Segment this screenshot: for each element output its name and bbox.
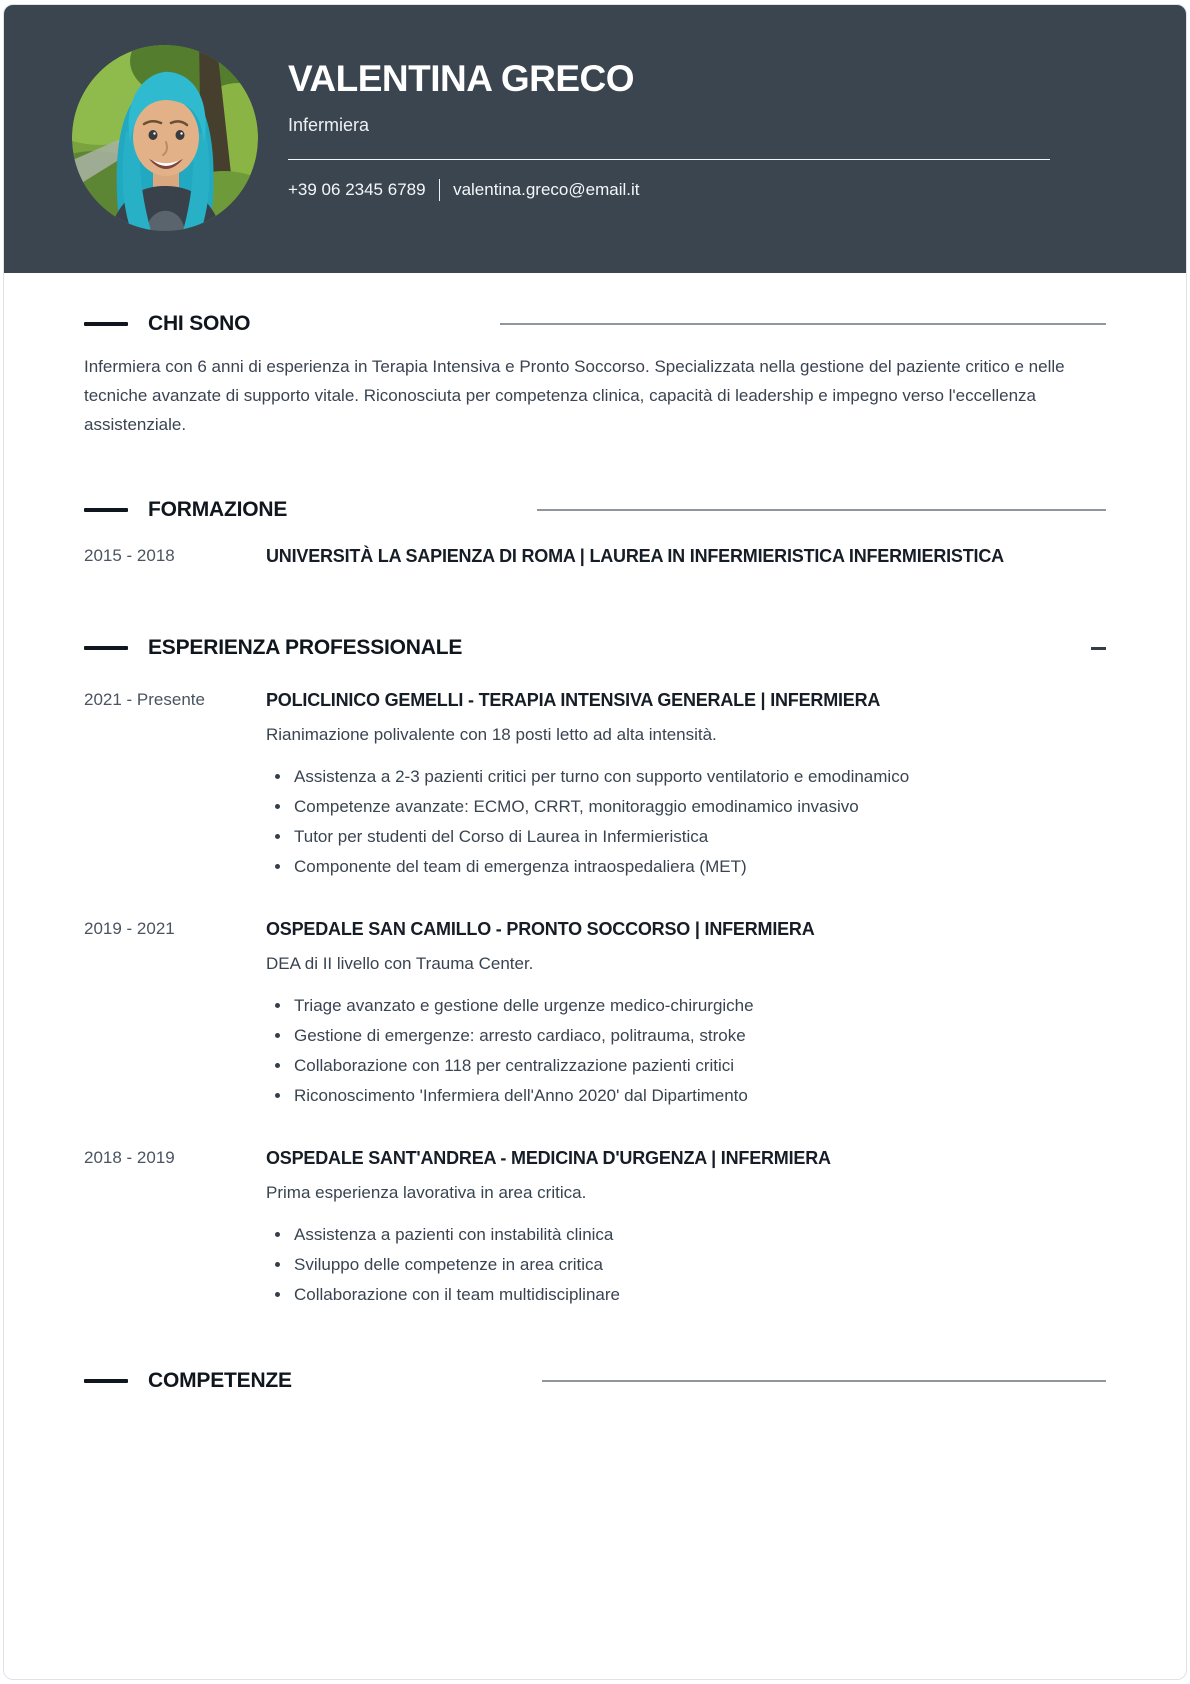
job-bullet: Riconoscimento 'Infermiera dell'Anno 2020' dal Dipartimento: [266, 1081, 1106, 1111]
portrait-illustration: [72, 45, 258, 231]
job-bullet: Triage avanzato e gestione delle urgenze medico-chirurgiche: [266, 991, 1106, 1021]
job-bullet-list: [266, 762, 1106, 882]
job-period: 2019 - 2021: [84, 919, 175, 938]
collapse-section-icon[interactable]: [1091, 647, 1106, 650]
header-divider: [288, 159, 1050, 160]
header: [4, 5, 1186, 273]
job-bullet: Sviluppo delle competenze in area critica: [266, 1250, 1106, 1280]
contact-separator: [439, 179, 441, 201]
section-about: [84, 309, 1106, 439]
section-header-education: [84, 495, 1106, 525]
job-period: 2021 - Presente: [84, 690, 205, 709]
job-bullet: Tutor per studenti del Corso di Laurea in Infermieristica: [266, 822, 1106, 852]
section-tick: [84, 1379, 128, 1383]
job-title: POLICLINICO GEMELLI - TERAPIA INTENSIVA GENERALE | INFERMIERA: [266, 690, 881, 710]
section-rule: [500, 323, 1106, 325]
job-bullet: Collaborazione con 118 per centralizzazione pazienti critici: [266, 1051, 1106, 1081]
email-address: valentina.greco@email.it: [453, 180, 640, 199]
job-bullet-list: [266, 1220, 1106, 1310]
section-title-experience: ESPERIENZA PROFESSIONALE: [148, 636, 463, 659]
experience-entry: [84, 916, 1106, 1111]
education-period: 2015 - 2018: [84, 546, 175, 565]
experience-entry: [84, 1145, 1106, 1310]
section-title-skills: COMPETENZE: [148, 1369, 292, 1392]
job-bullet: Gestione di emergenze: arresto cardiaco, politrauma, stroke: [266, 1021, 1106, 1051]
cv-page: [3, 4, 1187, 1680]
section-header-skills: [84, 1366, 1106, 1396]
section-title-education: FORMAZIONE: [148, 498, 288, 521]
section-education: [84, 495, 1106, 569]
phone-number: +39 06 2345 6789: [288, 180, 426, 199]
header-text-block: [288, 59, 1126, 201]
contact-row: [288, 179, 1126, 201]
job-summary: DEA di II livello con Trauma Center.: [266, 954, 534, 973]
job-title: OSPEDALE SANT'ANDREA - MEDICINA D'URGENZA | INFERMIERA: [266, 1148, 831, 1168]
section-skills: [84, 1366, 1106, 1396]
job-bullet: Collaborazione con il team multidisciplinare: [266, 1280, 1106, 1310]
job-bullet: Competenze avanzate: ECMO, CRRT, monitoraggio emodinamico invasivo: [266, 792, 1106, 822]
person-name: VALENTINA GRECO: [288, 58, 635, 99]
job-bullet: Assistenza a 2-3 pazienti critici per turno con supporto ventilatorio e emodinamico: [266, 762, 1106, 792]
section-tick: [84, 508, 128, 512]
education-entry: [84, 543, 1106, 569]
section-rule: [537, 509, 1106, 511]
job-summary: Rianimazione polivalente con 18 posti letto ad alta intensità.: [266, 725, 717, 744]
job-bullet: Assistenza a pazienti con instabilità clinica: [266, 1220, 1106, 1250]
job-summary: Prima esperienza lavorativa in area critica.: [266, 1183, 587, 1202]
section-experience: [84, 633, 1106, 1310]
job-bullet: Componente del team di emergenza intraospedaliera (MET): [266, 852, 1106, 882]
section-tick: [84, 322, 128, 326]
job-title: OSPEDALE SAN CAMILLO - PRONTO SOCCORSO | INFERMIERA: [266, 919, 815, 939]
cv-body: [4, 309, 1186, 1396]
job-period: 2018 - 2019: [84, 1148, 175, 1167]
about-paragraph: Infermiera con 6 anni di esperienza in Terapia Intensiva e Pronto Soccorso. Specializzata nella gestione del paziente critico e nelle tecniche avanzate di supporto vitale. Riconosciuta per competenza clinica, capacità di leadership e impegno verso l'eccellenza assistenziale.: [84, 357, 1065, 434]
experience-entry: [84, 687, 1106, 882]
section-header-experience: [84, 633, 1106, 663]
profile-photo: [72, 45, 258, 231]
section-header-about: [84, 309, 1106, 339]
education-title: UNIVERSITÀ LA SAPIENZA DI ROMA | LAUREA IN INFERMIERISTICA INFERMIERISTICA: [266, 546, 1004, 566]
section-tick: [84, 646, 128, 650]
job-bullet-list: [266, 991, 1106, 1111]
section-title-about: CHI SONO: [148, 312, 251, 335]
section-rule: [542, 1380, 1106, 1382]
person-job-title: Infermiera: [288, 115, 370, 135]
